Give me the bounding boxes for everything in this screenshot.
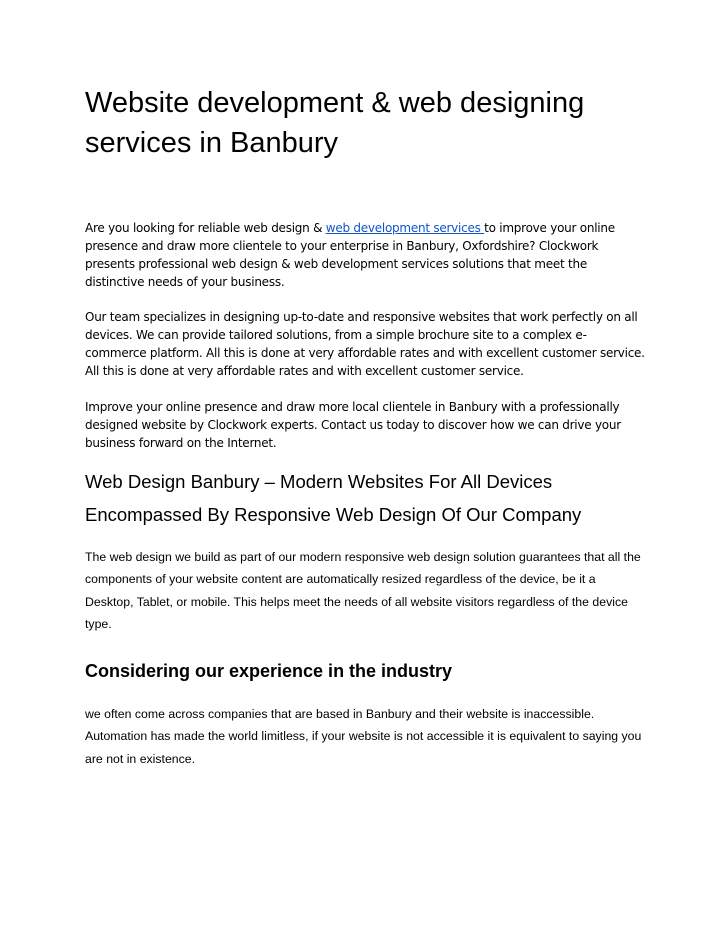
section-heading-experience: Considering our experience in the industry	[85, 661, 453, 681]
intro-paragraph-2: Our team specializes in designing up-to-date and responsive websites that work perfectly on all devices. We can provide tailored solutions, from a simple brochure site to a complex e-commerce platform. All this is done at very affordable rates and with excellent customer service. All this is done at very affordable rates and with excellent customer service.	[85, 310, 645, 378]
page-title: Website development & web designing services in Banbury	[85, 87, 585, 159]
intro-paragraph-3: Improve your online presence and draw more local clientele in Banbury with a professionally designed website by Clockwork experts. Contact us today to discover how we can drive your business forward on the Internet.	[85, 400, 621, 450]
section-heading-web-design: Web Design Banbury – Modern Websites For All Devices Encompassed By Responsive Web Design Of Our Company	[85, 471, 582, 525]
section-paragraph-web-design: The web design we build as part of our modern responsive web design solution guarantees that all the components of your website content are automatically resized regardless of the device, be it a Desktop, Tablet, or mobile. This helps meet the needs of all website visitors regardless of the device type.	[85, 550, 641, 631]
web-development-services-link[interactable]: web development services	[325, 221, 485, 235]
intro-text-after-link: to improve your online presence and draw more clientele to your enterprise in Banbury, Oxfordshire? Clockwork presents professional web design & web development services solutions that meet the distinctive needs of your business.	[85, 221, 615, 289]
intro-text-before-link: Are you looking for reliable web design &	[85, 221, 326, 235]
intro-paragraph-1	[85, 219, 645, 291]
section-paragraph-experience: we often come across companies that are based in Banbury and their website is inaccessible. Automation has made the world limitless, if your website is not accessible it is equivalent to saying you are not in existence.	[85, 707, 642, 766]
